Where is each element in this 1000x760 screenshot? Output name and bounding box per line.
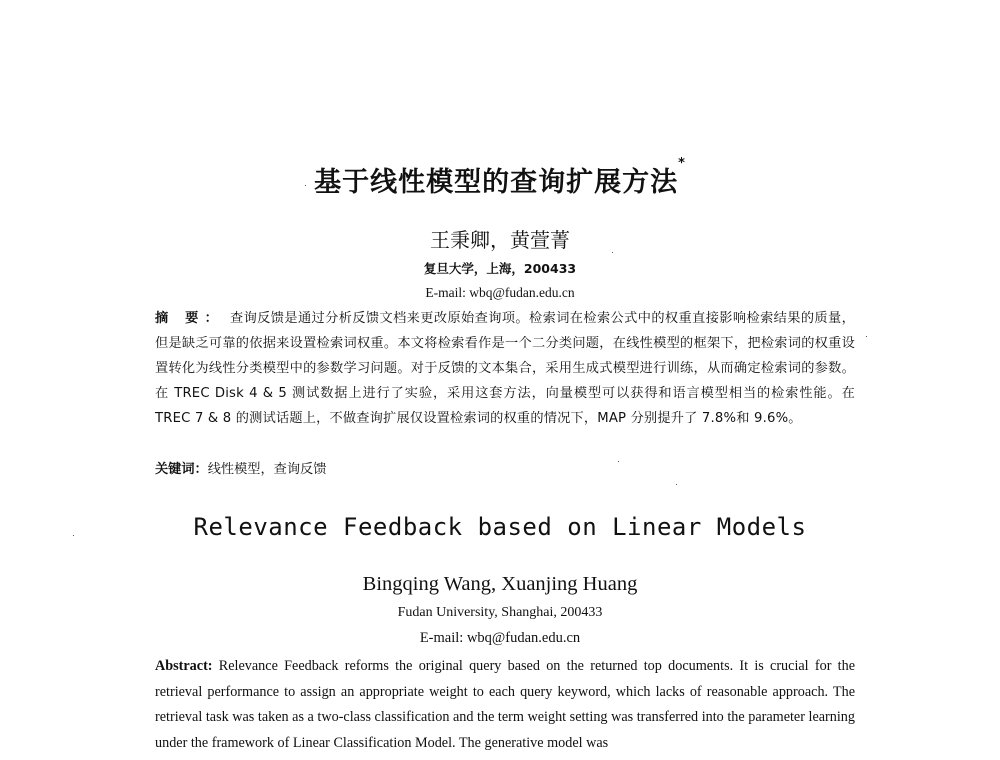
scan-speck	[618, 461, 619, 462]
chinese-title	[0, 156, 1000, 199]
english-email: E-mail: wbq@fudan.edu.cn	[419, 630, 581, 646]
chinese-authors: 王秉卿，黄萱菁	[430, 228, 570, 252]
chinese-abstract-text: 查询反馈是通过分析反馈文档来更改原始查询项。检索词在检索公式中的权重直接影响检索结果的质量，但是缺乏可靠的依据来设置检索词权重。本文将检索看作是一个二分类问题，在线性模型的框架下，把检索词的权重设置转化为线性分类模型中的参数学习问题。对于反馈的文本集合，采用生成式模型进行训练，从而确定检索词的参数。在 TREC Disk 4 & 5 测试数据上进行了实验，采用这套方法，向量模型可以获得和语言模型相当的检索性能。在 TREC 7 & 8 的测试话题上，不做查询扩展仅设置检索词的权重的情况下，MAP 分别提升了 7.8%和 9.6%。	[155, 311, 856, 426]
chinese-keywords-label: 关键词：	[155, 462, 208, 477]
english-affiliation: Fudan University, Shanghai, 200433	[397, 605, 603, 620]
english-abstract	[155, 654, 855, 756]
chinese-email: E-mail: wbq@fudan.edu.cn	[425, 285, 575, 300]
scan-speck	[612, 252, 613, 253]
english-abstract-text: Relevance Feedback reforms the original query based on the returned top documents. It is crucial for the retrieval performance to assign an appropriate weight to each query keyword, which lacks of reasonable approach. The retrieval task was taken as a two-class classification and the term weight setting was transferred into the parameter learning under the framework of Linear Classification Model. The generative model was	[155, 658, 856, 751]
scan-speck	[866, 336, 867, 337]
title-footnote-mark: *	[678, 156, 686, 171]
chinese-keywords	[155, 458, 855, 477]
english-abstract-label: Abstract:	[155, 658, 213, 674]
chinese-title-text: 基于线性模型的查询扩展方法	[314, 167, 679, 198]
chinese-abstract	[155, 306, 855, 431]
scan-speck	[676, 484, 677, 485]
chinese-abstract-label: 摘 要：	[155, 311, 224, 326]
scan-speck	[305, 185, 306, 186]
chinese-keywords-text: 线性模型，查询反馈	[207, 462, 327, 477]
english-authors: Bingqing Wang, Xuanjing Huang	[362, 573, 638, 595]
chinese-affiliation: 复旦大学，上海，200433	[423, 261, 577, 276]
english-title: Relevance Feedback based on Linear Models	[193, 513, 807, 541]
scan-speck	[73, 535, 74, 536]
